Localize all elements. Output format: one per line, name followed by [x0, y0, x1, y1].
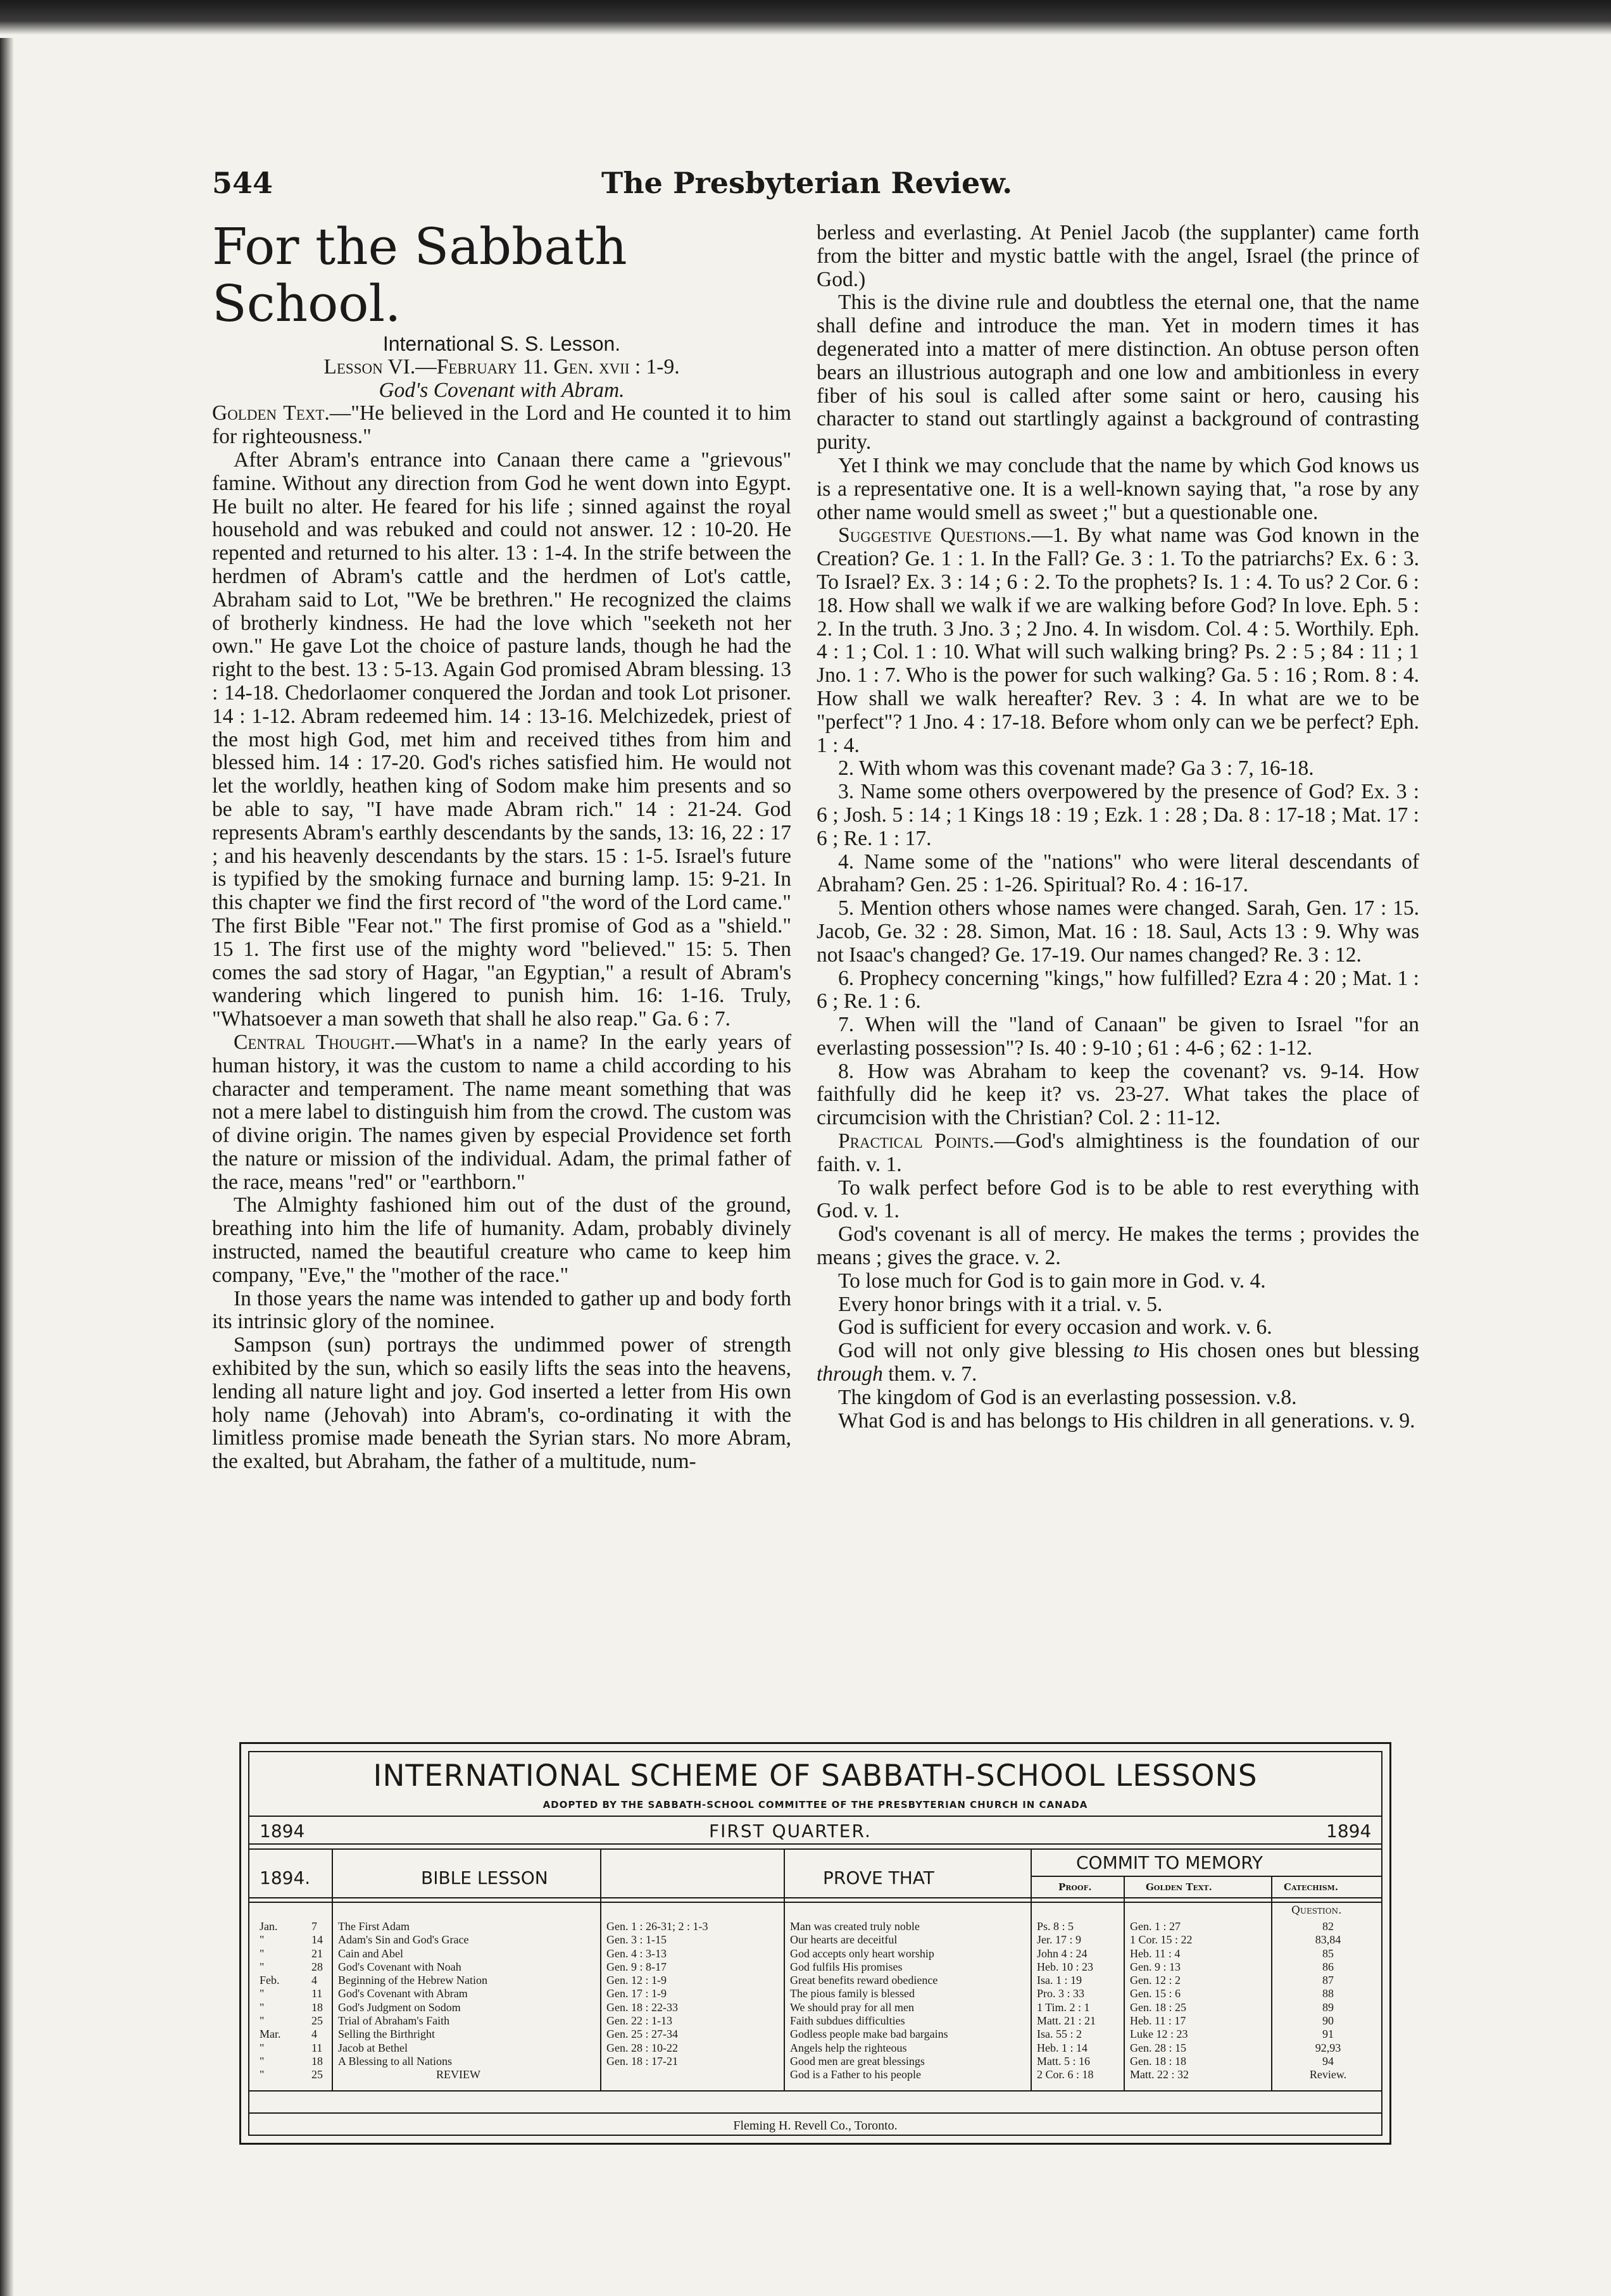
- table-cell: The pious family is blessed: [790, 1987, 915, 2000]
- table-cell: 85: [1322, 1947, 1334, 1960]
- table-cell: ": [260, 2041, 265, 2054]
- table-cell: Feb.: [260, 1974, 280, 1987]
- table-cell: Gen. 9 : 13: [1130, 1960, 1181, 1973]
- table-cell: Man was created truly noble: [790, 1920, 920, 1933]
- table-cell: John 4 : 24: [1037, 1947, 1088, 1960]
- col-header-commit: COMMIT TO MEMORY: [1076, 1852, 1263, 1873]
- divider: [248, 1848, 1382, 1850]
- table-cell: 88: [1322, 1987, 1334, 2000]
- question-8: 8. How was Abraham to keep the covenant? vs. 9-14. How faithfully did he keep it? vs. 23-27. What takes the place of circumcision with the Christian? Col. 2 : 11-12.: [817, 1059, 1419, 1130]
- table-cell: 11: [311, 1987, 323, 2000]
- col-header-year: 1894.: [260, 1867, 311, 1888]
- divider: [248, 1897, 1382, 1898]
- question-7: 7. When will the "land of Canaan" be given to Israel "for an everlasting possession"? Is. 40 : 9-10 ; 61 : 4-6 ; 62 : 1-12.: [817, 1013, 1419, 1060]
- table-cell: ": [260, 1933, 265, 1947]
- table-cell: Gen. 28 : 10-22: [606, 2041, 678, 2054]
- table-cell: God accepts only heart worship: [790, 1947, 934, 1960]
- section-subtitle: International S. S. Lesson.: [382, 332, 621, 355]
- question-1: —1. By what name was God known in the Creation? Ge. 1 : 1. In the Fall? Ge. 3 : 1. To the patriarchs? Ex. 6 : 3. To Israel? Ex. 3 : 14 ; 6 : 2. To the prophets? Is. 1 : 4. To us? 2 Cor. 6 : 18. How shall we walk if we are walking before God? In love. Eph. 5 : 2. In the truth. 3 Jno. 3 ; 2 Jno. 4. In wisdom. Col. 4 : 5. Worthily. Eph. 4 : 1 ; Col. 1 : 10. What will such walking bring? Ps. 2 : 5 ; 84 : 11 ; 1 Jno. 1 : 7. Who is the power for such walking? Ga. 5 : 16 ; Rom. 8 : 4. How shall we walk hereafter? Rev. 3 : 4. In what are we to be "perfect"? 1 Jno. 4 : 17-18. Before whom only can we be perfect? Eph. 1 : 4.: [817, 524, 1419, 757]
- table-cell: Heb. 11 : 17: [1130, 2014, 1186, 2028]
- table-cell: Isa. 1 : 19: [1037, 1974, 1082, 1987]
- question-4: 4. Name some of the "nations" who were literal descendants of Abraham? Gen. 25 : 1-26. Spiritual? Ro. 4 : 16-17.: [817, 850, 1419, 897]
- col-header-lesson: BIBLE LESSON: [421, 1867, 548, 1888]
- table-cell: Jer. 17 : 9: [1037, 1933, 1081, 1947]
- divider: [248, 1902, 1382, 1903]
- table-cell: Matt. 21 : 21: [1037, 2014, 1096, 2028]
- table-cell: Luke 12 : 23: [1130, 2028, 1188, 2041]
- paragraph: Sampson (sun) portrays the undimmed power of strength exhibited by the sun, which so easily lifts the seas into the heavens, lending all nature light and joy. God inserted a letter from His own holy name (Jehovah) into Abram's, co-ordinating it with the limitless promise made beneath the Syrian stars. No more Abram, the exalted, but Abraham, the father of a multitude, num-: [212, 1333, 791, 1474]
- table-cell: The First Adam: [338, 1920, 410, 1933]
- table-cell: Gen. 28 : 15: [1130, 2041, 1186, 2054]
- suggestive-questions-label: Suggestive Questions.: [838, 524, 1032, 548]
- table-cell: ": [260, 1960, 265, 1973]
- divider: [332, 1848, 333, 2090]
- table-cell: Review.: [1309, 2068, 1347, 2081]
- page-header: [212, 166, 1415, 204]
- table-cell: Gen. 22 : 1-13: [606, 2014, 672, 2028]
- table-cell: Heb. 11 : 4: [1130, 1947, 1181, 1960]
- table-cell: Cain and Abel: [338, 1947, 403, 1960]
- table-cell: Matt. 22 : 32: [1130, 2068, 1189, 2081]
- practical-point: —God's almightiness is the foundation of our faith. v. 1.: [817, 1129, 1419, 1176]
- practical-point-emphasis: to: [1133, 1339, 1150, 1363]
- table-cell: Heb. 10 : 23: [1037, 1960, 1093, 1973]
- paragraph: After Abram's entrance into Canaan there came a "grievous" famine. Without any direction from God he went down into Egypt. He built no alter. He feared for his life ; sinned against the royal household and was rebuked and could not answer. 12 : 10-20. He repented and returned to his alter. 13 : 1-4. In the strife between the herdmen of Abram's cattle and the herdmen of Lot's cattle, Abraham said to Lot, "We be brethren." He recognized the claims of brotherly kindness. He had the love which "seeketh not her own." He gave Lot the choice of pasture lands, though he had the right to the best. 13 : 5-13. Again God promised Abram blessing. 13 : 14-18. Chedorlaomer conquered the Jordan and took Lot prisoner. 14 : 1-12. Abram redeemed him. 14 : 13-16. Melchizedek, priest of the most high God, met him and received tithes from him and blessed him. 14 : 17-20. God's riches satisfied him. He would not let the worldly, heathen king of Sodom make him presents and so be able to say, "I have made Abram rich." 14 : 21-24. God represents Abram's earthly descendants by the sands, 13: 16, 22 : 17 ; and his heavenly descendants by the stars. 15 : 1-5. Israel's future is typified by the smoking furnace and burning lamp. 15: 9-21. In this chapter we find the first record of "the word of the Lord came." The first Bible "Fear not." The first promise of God as a "shield." 15 1. The first use of the mighty word "believed." 15: 5. Then comes the sad story of Hagar, "an Egyptian," a result of Abram's wandering which lingered to punish him. 16: 1-16. Truly, "Whatsoever a man soweth that shall he also reap." Ga. 6 : 7.: [212, 448, 791, 1031]
- practical-point: To walk perfect before God is to be able to rest everything with God. v. 1.: [817, 1176, 1419, 1223]
- table-cell: ": [260, 1947, 265, 1960]
- question-5: 5. Mention others whose names were changed. Sarah, Gen. 17 : 15. Jacob, Ge. 32 : 28. Simon, Mat. 16 : 18. Saul, Acts 13 : 9. Why was not Isaac's changed? Ge. 17-19. Our names changed? Re. 3 : 12.: [817, 896, 1419, 967]
- table-cell: Gen. 15 : 6: [1130, 1987, 1181, 2000]
- table-cell: Gen. 9 : 8-17: [606, 1960, 667, 1973]
- divider: [248, 2112, 1382, 2114]
- col-header-proof: Proof.: [1058, 1881, 1092, 1893]
- scan-top-edge: [0, 0, 1611, 35]
- golden-text-label: Golden Text.: [212, 401, 330, 425]
- table-cell: ": [260, 2054, 265, 2067]
- col-header-prove: PROVE THAT: [823, 1867, 934, 1888]
- divider: [784, 1848, 785, 2090]
- col-header-question: Question.: [1291, 1904, 1342, 1917]
- practical-point: God is sufficient for every occasion and work. v. 6.: [838, 1315, 1272, 1339]
- table-title: INTERNATIONAL SCHEME OF SABBATH-SCHOOL LESSONS: [373, 1759, 1258, 1793]
- row-catechism: [1277, 1920, 1379, 2082]
- table-cell: 86: [1322, 1960, 1334, 1973]
- table-cell: God fulfils His promises: [790, 1960, 903, 1973]
- year-right: 1894: [1326, 1821, 1372, 1841]
- table-cell: 90: [1322, 2014, 1334, 2028]
- divider: [1031, 1848, 1032, 2090]
- practical-point-text: God will not only give blessing: [838, 1339, 1134, 1363]
- table-cell: 4: [311, 1974, 317, 1987]
- table-cell: Gen. 25 : 27-34: [606, 2028, 678, 2041]
- table-cell: Trial of Abraham's Faith: [338, 2014, 450, 2028]
- central-thought-body: —What's in a name? In the early years of human history, it was the custom to name a child according to his character and temperament. The name meant something that was not a mere label to distinguish him from the crowd. The custom was of divine origin. The names given by especial Providence set forth the nature or mission of the individual. Adam, the primal father of the race, means "red" or "earthborn.": [212, 1030, 792, 1194]
- divider: [1124, 1876, 1125, 2090]
- divider: [1271, 1876, 1272, 2090]
- table-cell: 25: [311, 2068, 323, 2081]
- table-cell: 1 Cor. 15 : 22: [1130, 1933, 1193, 1947]
- practical-point-text: them. v. 7.: [882, 1362, 977, 1386]
- table-cell: Gen. 12 : 1-9: [606, 1974, 667, 1987]
- right-column: [817, 222, 1419, 1433]
- table-cell: We should pray for all men: [790, 2000, 914, 2014]
- table-cell: [606, 2068, 708, 2081]
- question-3: 3. Name some others overpowered by the presence of God? Ex. 3 : 6 ; Josh. 5 : 14 ; 1 Kings 18 : 19 ; Ezk. 1 : 28 ; Da. 8 : 17-18 ; Mat. 17 : 6 ; Re. 1 : 17.: [817, 780, 1419, 850]
- divider: [248, 1816, 1382, 1817]
- central-thought: [212, 1031, 791, 1195]
- practical-point: [817, 1339, 1419, 1386]
- row-refs: [606, 1920, 708, 2082]
- divider: [248, 1843, 1382, 1845]
- table-cell: Gen. 4 : 3-13: [606, 1947, 667, 1960]
- row-lessons: [338, 1920, 579, 2082]
- table-cell: Heb. 1 : 14: [1037, 2041, 1088, 2054]
- row-days: [311, 1920, 323, 2082]
- golden-text-body: —"He believed in the Lord and He counted it to him for righteousness.": [212, 401, 791, 449]
- table-cell: 21: [311, 1947, 323, 1960]
- table-cell: 18: [311, 2000, 323, 2014]
- divider: [600, 1848, 601, 2090]
- row-proof: [1037, 1920, 1096, 2082]
- golden-text: [212, 402, 791, 449]
- table-cell: God's Covenant with Abram: [338, 1987, 468, 2000]
- paragraph: berless and everlasting. At Peniel Jacob (the supplanter) came forth from the bitter and mystic battle with the angel, Israel (the prince of God.): [817, 221, 1419, 291]
- lesson-topic: God's Covenant with Abram.: [379, 378, 625, 402]
- table-cell: 1 Tim. 2 : 1: [1037, 2000, 1090, 2014]
- table-cell: 2 Cor. 6 : 18: [1037, 2068, 1094, 2081]
- table-cell: 92,93: [1315, 2041, 1341, 2054]
- table-cell: Faith subdues difficulties: [790, 2014, 905, 2028]
- section-title: For the Sabbath School.: [212, 217, 627, 333]
- practical-point: What God is and has belongs to His children in all generations. v. 9.: [838, 1408, 1415, 1433]
- year-left: 1894: [260, 1821, 305, 1841]
- table-cell: 28: [311, 1960, 323, 1973]
- table-cell: Selling the Birthright: [338, 2028, 435, 2041]
- table-cell: God is a Father to his people: [790, 2068, 921, 2081]
- table-cell: Gen. 18 : 18: [1130, 2054, 1186, 2067]
- table-cell: Beginning of the Hebrew Nation: [338, 1974, 487, 1987]
- table-cell: 18: [311, 2054, 323, 2067]
- table-cell: 89: [1322, 2000, 1334, 2014]
- table-cell: 14: [311, 1933, 323, 1947]
- table-cell: 4: [311, 2028, 317, 2041]
- practical-point: To lose much for God is to gain more in God. v. 4.: [838, 1269, 1266, 1293]
- table-cell: Gen. 18 : 17-21: [606, 2054, 678, 2067]
- left-column: [212, 218, 791, 1474]
- paragraph: Yet I think we may conclude that the name by which God knows us is a representative one. It is a well-known saying that, "a rose by any other name would smell as sweet ;" but a questionable one.: [817, 453, 1419, 524]
- divider: [248, 2090, 1382, 2092]
- table-cell: Mar.: [260, 2028, 281, 2041]
- row-prove: [790, 1920, 948, 2082]
- table-cell: Godless people make bad bargains: [790, 2028, 948, 2041]
- table-cell: REVIEW: [436, 2068, 480, 2081]
- table-cell: Jacob at Bethel: [338, 2041, 408, 2054]
- table-cell: 83,84: [1315, 1933, 1341, 1947]
- central-thought-label: Central Thought.: [234, 1030, 396, 1054]
- table-cell: 94: [1322, 2054, 1334, 2067]
- table-cell: Gen. 3 : 1-15: [606, 1933, 667, 1947]
- table-cell: Angels help the righteous: [790, 2041, 907, 2054]
- practical-point-emphasis: through: [817, 1362, 883, 1386]
- quarter-label: FIRST QUARTER.: [709, 1821, 872, 1841]
- practical-point: Every honor brings with it a trial. v. 5.: [838, 1292, 1163, 1316]
- table-cell: God's Covenant with Noah: [338, 1960, 461, 1973]
- col-header-golden: Golden Text.: [1146, 1881, 1212, 1893]
- table-cell: Our hearts are deceitful: [790, 1933, 898, 1947]
- question-2: 2. With whom was this covenant made? Ga 3 : 7, 16-18.: [838, 756, 1314, 781]
- table-cell: 82: [1322, 1920, 1334, 1933]
- table-cell: Gen. 1 : 27: [1130, 1920, 1181, 1933]
- table-cell: Ps. 8 : 5: [1037, 1920, 1074, 1933]
- table-cell: Gen. 18 : 25: [1130, 2000, 1186, 2014]
- table-subtitle: ADOPTED BY THE SABBATH-SCHOOL COMMITTEE OF THE PRESBYTERIAN CHURCH IN CANADA: [542, 1799, 1088, 1810]
- table-cell: Gen. 12 : 2: [1130, 1974, 1181, 1987]
- table-cell: 7: [311, 1920, 317, 1933]
- row-golden: [1130, 1920, 1193, 2082]
- table-cell: Matt. 5 : 16: [1037, 2054, 1090, 2067]
- table-cell: ": [260, 2000, 265, 2014]
- table-cell: ": [260, 2014, 265, 2028]
- table-cell: 87: [1322, 1974, 1334, 1987]
- practical-points: [817, 1130, 1419, 1177]
- table-cell: Good men are great blessings: [790, 2054, 925, 2067]
- table-cell: Jan.: [260, 1920, 278, 1933]
- table-cell: 91: [1322, 2028, 1334, 2041]
- table-cell: Isa. 55 : 2: [1037, 2028, 1082, 2041]
- scan-left-edge: [0, 38, 14, 2296]
- journal-title: The Presbyterian Review.: [601, 166, 1013, 200]
- question-6: 6. Prophecy concerning "kings," how fulfilled? Ezra 4 : 20 ; Mat. 1 : 6 ; Re. 1 : 6.: [817, 966, 1419, 1013]
- table-cell: ": [260, 1987, 265, 2000]
- table-cell: A Blessing to all Nations: [338, 2054, 452, 2067]
- paragraph: In those years the name was intended to gather up and body forth its intrinsic glory of the nominee.: [212, 1286, 791, 1334]
- table-cell: Gen. 1 : 26-31; 2 : 1-3: [606, 1920, 708, 1933]
- divider: [1031, 1876, 1382, 1877]
- table-cell: Great benefits reward obedience: [790, 1974, 938, 1987]
- table-cell: Pro. 3 : 33: [1037, 1987, 1085, 2000]
- table-cell: 25: [311, 2014, 323, 2028]
- practical-points-label: Practical Points.: [838, 1129, 994, 1153]
- practical-point: The kingdom of God is an everlasting possession. v.8.: [838, 1385, 1297, 1409]
- paragraph: The Almighty fashioned him out of the dust of the ground, breathing into him the life of humanity. Adam, probably divinely instructed, named the beautiful creature who came to keep him company, "Eve," the "mother of the race.": [212, 1193, 791, 1287]
- table-cell: Adam's Sin and God's Grace: [338, 1933, 469, 1947]
- practical-point-text: His chosen ones but blessing: [1150, 1339, 1419, 1363]
- table-footer: Fleming H. Revell Co., Toronto.: [733, 2119, 898, 2133]
- table-cell: ": [260, 2068, 265, 2081]
- table-cell: 11: [311, 2041, 323, 2054]
- paragraph: This is the divine rule and doubtless the eternal one, that the name shall define and introduce the man. Yet in modern times it has degenerated into a matter of mere distinction. An obtuse person often bears an illustrious autograph and one low and ambitionless in every fiber of his soul is called after some saint or hero, causing his character to stand out startlingly against a background of contrasting purity.: [817, 291, 1419, 455]
- practical-point: God's covenant is all of mercy. He makes the terms ; provides the means ; gives the grace. v. 2.: [817, 1222, 1419, 1270]
- page-number: 544: [212, 166, 273, 200]
- table-cell: Gen. 17 : 1-9: [606, 1987, 667, 2000]
- col-header-catechism: Catechism.: [1284, 1881, 1339, 1893]
- lesson-heading: Lesson VI.—February 11. Gen. xvii : 1-9.: [323, 354, 680, 379]
- suggestive-questions: [817, 524, 1419, 757]
- table-cell: God's Judgment on Sodom: [338, 2000, 461, 2014]
- table-cell: Gen. 18 : 22-33: [606, 2000, 678, 2014]
- row-months: [260, 1920, 281, 2082]
